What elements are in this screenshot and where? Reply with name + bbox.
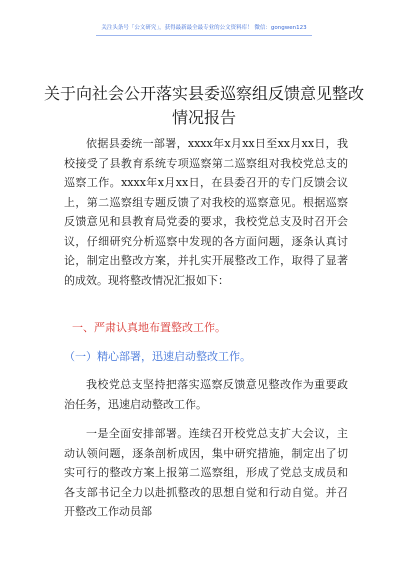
- intro-paragraph: [64, 134, 348, 290]
- paragraph-2: 我校党总支坚持把落实巡察反馈意见整改作为重要政治任务，迅速启动整改工作。: [64, 378, 348, 411]
- intro-text: 依据县委统一部署，xxxx年x月xx日至xx月xx日，我校接受了县教育系统专项巡察第二巡察组对我校党总支的巡察工作。xxxx年x月xx日，在县委召开的专门反馈会议上，第二巡察组专题反馈了对我校的巡察意见。根据巡察反馈意见和县教育局党委的要求，我校党总支及时召开会议，仔细研究分析巡察中发现的各方面问题，逐条认真讨论，制定出整改方案，并扎实开展整改工作，取得了显著的成效。现将整改情况汇报如下：: [64, 137, 348, 287]
- document-title: 关于向社会公开落实县委巡察组反馈意见整改情况报告: [43, 84, 364, 127]
- subsection-heading-1: （一）精心部署，迅速启动整改工作。: [64, 350, 251, 363]
- paragraph-3: 一是全面安排部署。连续召开校党总支扩大会议，主动认领问题，逐条剖析成因，集中研究措施，制定出了切实可行的整改方案上报第二巡察组，形成了党总支成员和各支部书记全力以赴抓整改的思想自觉和行动自觉。并召开整改工作动员部: [64, 427, 348, 518]
- top-banner: 关注头条号「公文研究」，获得最新最全最专业的公文资料库！ 微信：gongwen123: [101, 25, 307, 31]
- section-heading-1: [64, 318, 348, 338]
- banner-divider: [96, 35, 312, 36]
- section-heading-1-text: 一、严肃认真地布置整改工作。: [72, 321, 226, 334]
